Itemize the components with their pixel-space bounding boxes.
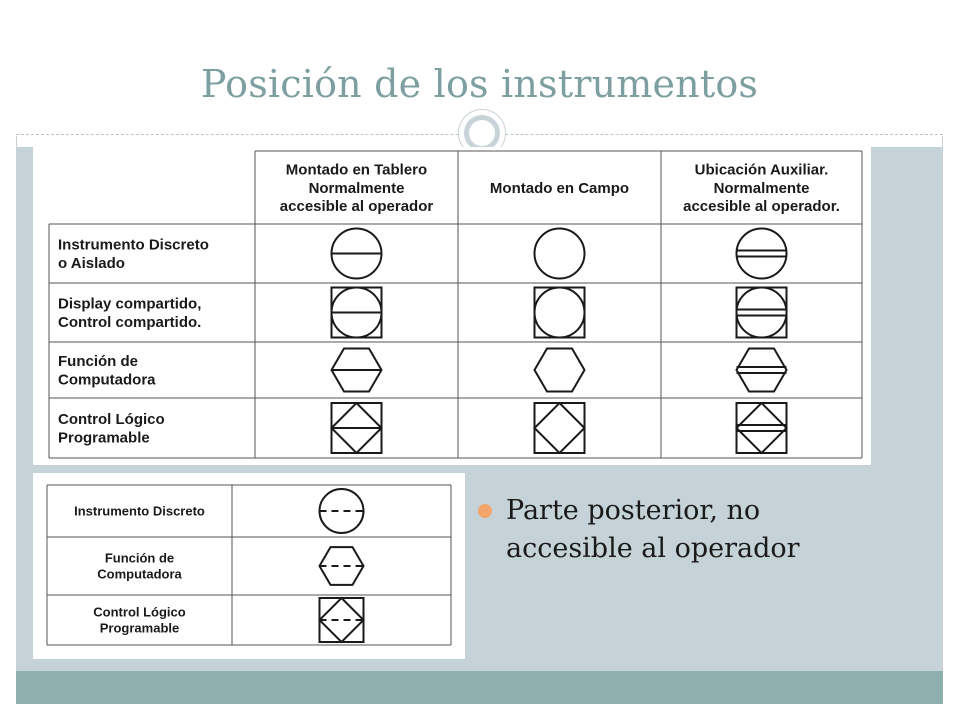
square-circle-double-line-icon: [737, 288, 787, 338]
main-table-graphic: [33, 147, 871, 465]
square-diamond-double-line-icon: [737, 403, 787, 453]
circle-line-icon: [332, 229, 382, 279]
ring-ornament-inner: [464, 115, 500, 151]
square-circle-icon: [535, 288, 585, 338]
square-diamond-icon: [535, 403, 585, 453]
secondary-row-label-2: Función de: [104, 550, 175, 566]
square-diamond-line-icon: [332, 403, 382, 453]
hexagon-double-line-icon: [737, 349, 787, 392]
main-header-1: Normalmente: [308, 179, 405, 197]
main-header-1: Montado en Tablero: [285, 161, 428, 179]
main-header-3: Ubicación Auxiliar.: [694, 161, 829, 179]
main-row-label-4: Control Lógico: [58, 411, 165, 429]
circle-double-line-icon: [737, 229, 787, 279]
bullet-text-line-1: Parte posterior, no: [506, 495, 761, 526]
main-row-label-2: Display compartido,: [58, 295, 202, 313]
slide-title: Posición de los instrumentos: [200, 62, 759, 106]
secondary-row-label-1: Instrumento Discreto: [74, 503, 205, 519]
main-header-2: Montado en Campo: [489, 179, 630, 197]
bullet-text-line-2: accesible al operador: [506, 533, 800, 564]
main-row-label-3: Computadora: [58, 371, 156, 389]
secondary-symbol-table: [33, 473, 465, 659]
bullet-text: [506, 492, 926, 568]
main-symbol-table: [33, 147, 871, 465]
bullet-dot-icon: [478, 504, 492, 518]
hexagon-line-icon: [332, 349, 382, 392]
square-diamond-dashed-line-icon: [320, 598, 364, 642]
main-header-3: Normalmente: [713, 179, 810, 197]
main-row-label-1: Instrumento Discreto: [58, 236, 209, 254]
main-row-label-4: Programable: [58, 429, 150, 447]
secondary-table-graphic: [33, 473, 465, 659]
secondary-row-label-2: Computadora: [97, 566, 182, 582]
main-row-label-1: o Aislado: [58, 254, 125, 272]
secondary-row-label-3: Programable: [99, 620, 180, 636]
circle-icon: [535, 229, 585, 279]
hexagon-dashed-line-icon: [320, 547, 364, 585]
secondary-row-label-3: Control Lógico: [93, 604, 186, 620]
main-row-label-3: Función de: [58, 353, 138, 371]
circle-dashed-line-icon: [320, 489, 364, 533]
footer-band: [16, 671, 943, 704]
hexagon-icon: [535, 349, 585, 392]
square-circle-line-icon: [332, 288, 382, 338]
main-header-3: accesible al operador.: [683, 198, 840, 216]
main-header-1: accesible al operador: [279, 198, 434, 216]
main-row-label-2: Control compartido.: [58, 313, 202, 331]
